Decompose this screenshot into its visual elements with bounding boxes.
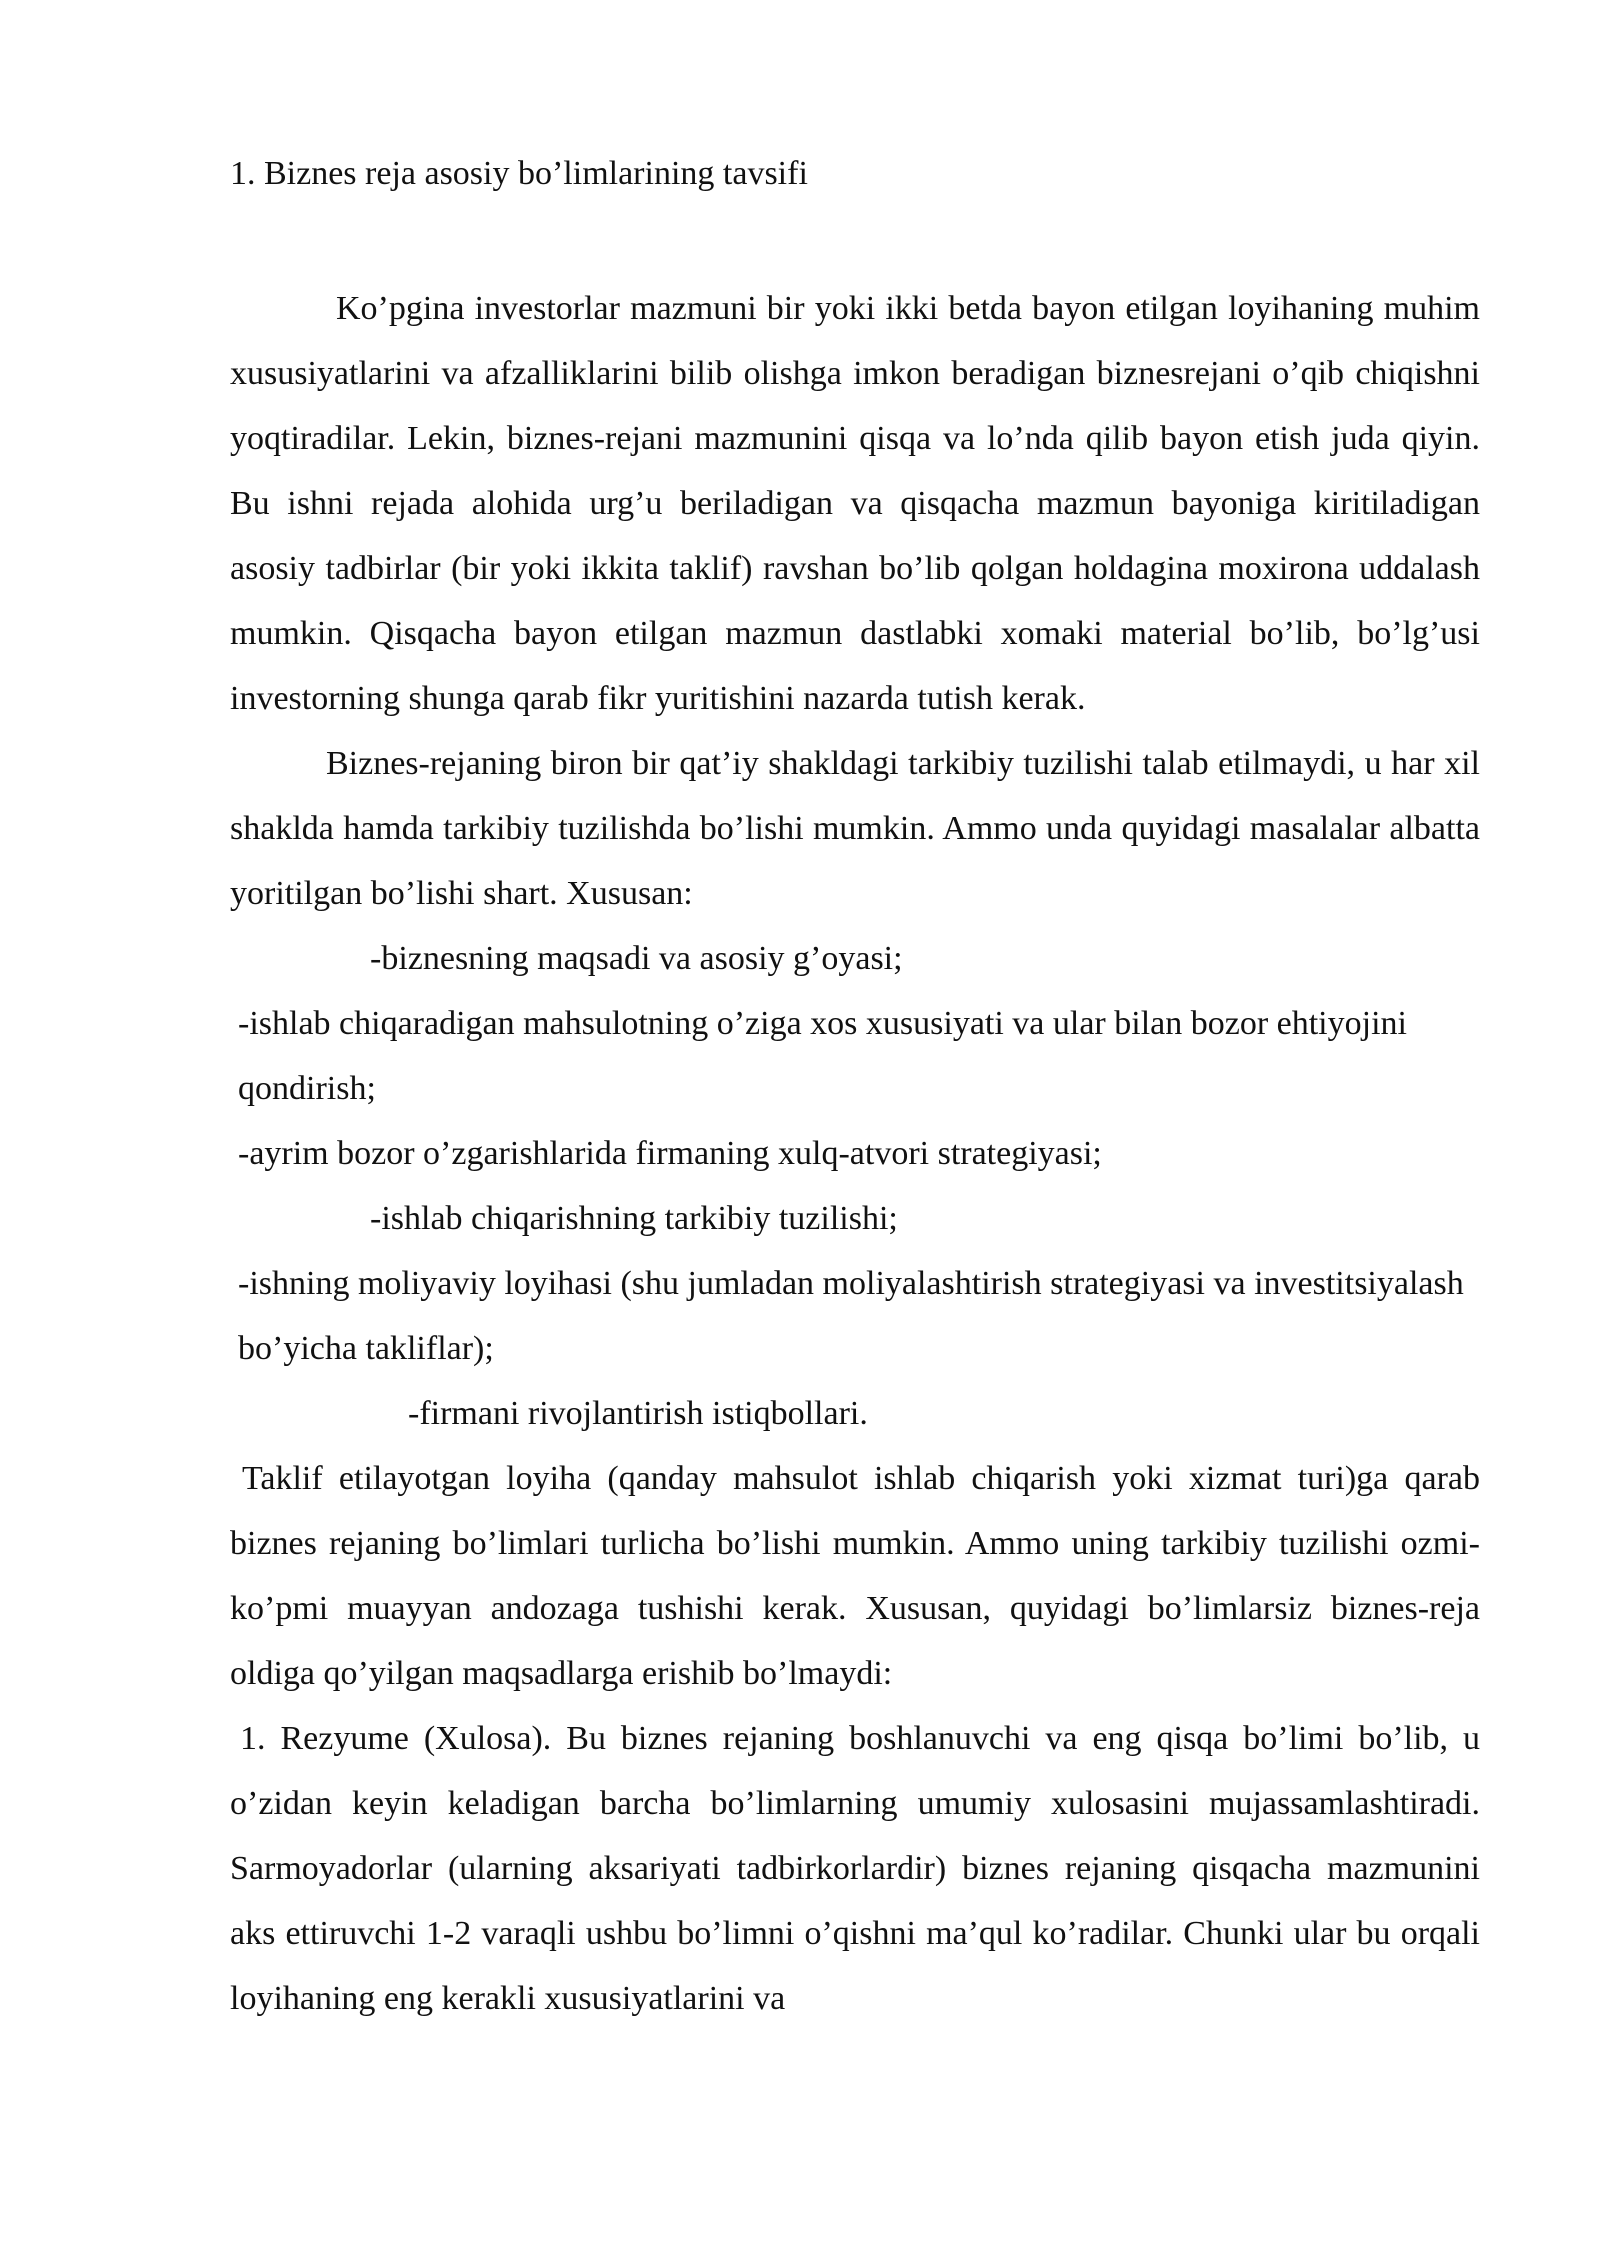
list-item: -ishlab chiqaradigan mahsulotning o’ziga xos xususiyati va ular bilan bozor ehtiyojini qondirish; [238, 1005, 1407, 1107]
list-item: -firmani rivojlantirish istiqbollari. [408, 1395, 868, 1432]
document-body [230, 276, 1480, 2031]
section-heading: 1. Biznes reja asosiy bo’limlarining tavsifi [230, 155, 808, 192]
paragraph-resume: 1. Rezyume (Xulosa). Bu biznes rejaning boshlanuvchi va eng qisqa bo’limi bo’lib, u o’zidan keyin keladigan barcha bo’limlarning umumiy xulosasini mujassamlashtiradi. Sarmoyadorlar (ularning aksariyati tadbirkorlardir) biznes rejaning qisqacha mazmunini aks ettiruvchi 1-2 varaqli ushbu bo’limni o’qishni ma’qul ko’radilar. Chunki ular bu orqali loyihaning eng kerakli xususiyatlarini va [230, 1720, 1480, 2017]
paragraph-structure: Biznes-rejaning biron bir qat’iy shakldagi tarkibiy tuzilishi talab etilmaydi, u har xil shaklda hamda tarkibiy tuzilishda bo’lishi mumkin. Ammo unda quyidagi masalalar albatta yoritilgan bo’lishi shart. Xususan: [230, 745, 1480, 912]
list-item: -ishlab chiqarishning tarkibiy tuzilishi; [370, 1200, 898, 1237]
paragraph-sections: Taklif etilayotgan loyiha (qanday mahsulot ishlab chiqarish yoki xizmat turi)ga qarab biznes rejaning bo’limlari turlicha bo’lishi mumkin. Ammo uning tarkibiy tuzilishi ozmi-ko’pmi muayyan andozaga tushishi kerak. Xususan, quyidagi bo’limlarsiz biznes-reja oldiga qo’yilgan maqsadlarga erishib bo’lmaydi: [230, 1460, 1480, 1692]
list-item: -ishning moliyaviy loyihasi (shu jumladan moliyalashtirish strategiyasi va investitsiyalash bo’yicha takliflar); [238, 1265, 1464, 1367]
paragraph-intro: Ko’pgina investorlar mazmuni bir yoki ikki betda bayon etilgan loyihaning muhim xususiyatlarini va afzalliklarini bilib olishga imkon beradigan biznesrejani o’qib chiqishni yoqtiradilar. Lekin, biznes-rejani mazmunini qisqa va lo’nda qilib bayon etish juda qiyin. Bu ishni rejada alohida urg’u beriladigan va qisqacha mazmun bayoniga kiritiladigan asosiy tadbirlar (bir yoki ikkita taklif) ravshan bo’lib qolgan holdagina moxirona uddalash mumkin. Qisqacha bayon etilgan mazmun dastlabki xomaki material bo’lib, bo’lg’usi investorning shunga qarab fikr yuritishini nazarda tutish kerak. [230, 290, 1480, 717]
list-item: -biznesning maqsadi va asosiy g’oyasi; [370, 940, 903, 977]
list-item: -ayrim bozor o’zgarishlarida firmaning xulq-atvori strategiyasi; [238, 1135, 1102, 1172]
